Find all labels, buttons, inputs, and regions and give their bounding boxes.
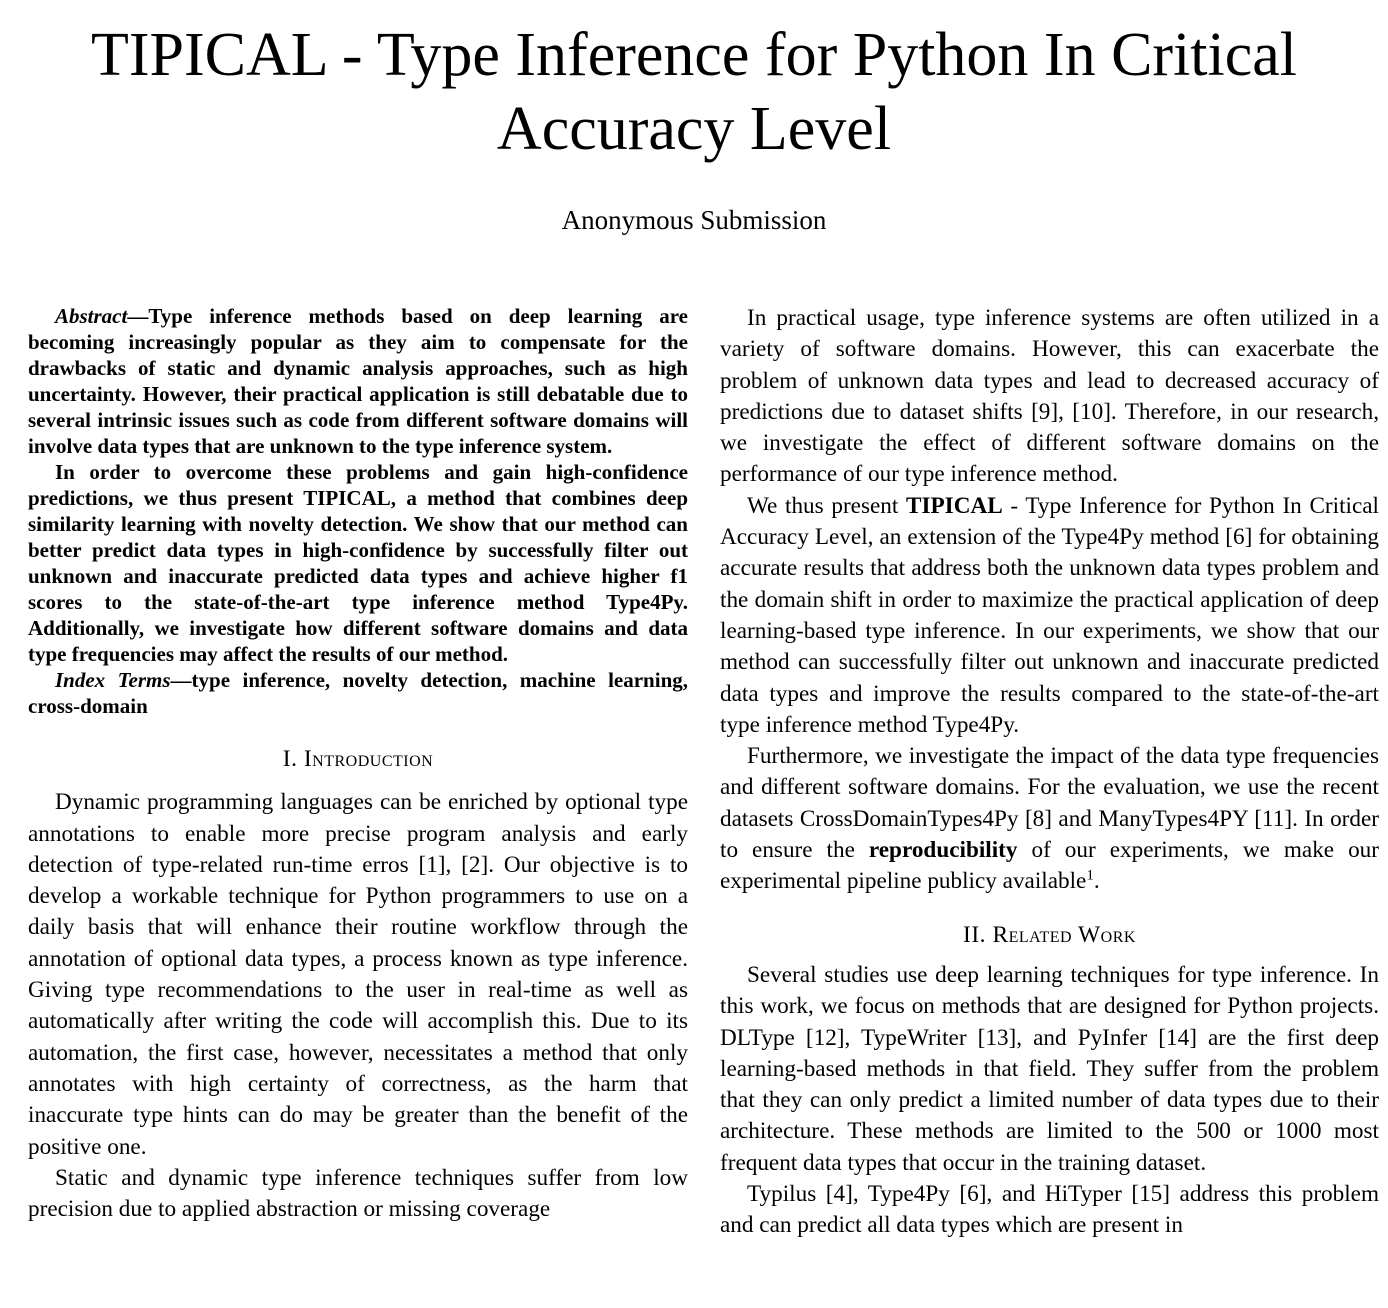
left-column: [28, 303, 688, 1225]
section-number: I.: [282, 746, 298, 772]
author-line: Anonymous Submission: [561, 205, 827, 235]
method-name: TIPICAL: [906, 492, 1003, 519]
intro-paragraph-5: [720, 741, 1379, 897]
related-paragraph-2: Typilus [4], Type4Py [6], and HiTyper [15] address this problem and can predict all data types which are present in: [720, 1181, 1379, 1239]
section-number: II.: [963, 921, 987, 948]
emphasis-reproducibility: reproducibility: [868, 837, 1018, 864]
footnote-marker[interactable]: 1: [1086, 867, 1094, 884]
abstract-label: Abstract: [55, 304, 128, 328]
text-run: We thus present: [747, 492, 907, 519]
intro-paragraph-1: Dynamic programming languages can be enriched by optional type annotations to enable more precise program analysis and early detection of type-related run-time erros [1], [2]. Our objective is to develop a workable technique for Python programmers to use on a daily basis that will enhance their routine workflow through the annotation of optional data types, a process known as type inference. Giving type recommendations to the user in real-time as well as automatically after writing the code will accomplish this. Due to its automation, the first case, however, necessitates a method that only annotates with high certainty of correctness, as the harm that inaccurate type hints can do may be greater than the benefit of the positive one.: [28, 789, 688, 1160]
section-heading-related-work: [720, 920, 1379, 951]
text-run: of our experiments, we make our experimental pipeline publicy available: [720, 837, 1379, 895]
intro-paragraph-3: In practical usage, type inference systems are often utilized in a variety of software domains. However, this can exacerbate the problem of unknown data types and lead to decreased accuracy of predictions due to dataset shifts [9], [10]. Therefore, in our research, we investigate the effect of different software domains on the performance of our type inference method.: [720, 305, 1379, 488]
abstract-text-1: Type inference methods based on deep learning are becoming increasingly popular as they aim to compensate for the drawbacks of static and dynamic analysis approaches, such as high uncertainty. However, their practical application is still debatable due to several intrinsic issues such as code from different software domains will involve data types that are unknown to the type inference system.: [28, 304, 688, 458]
intro-paragraph-2: Static and dynamic type inference techniques suffer from low precision due to applied abstraction or missing coverage: [28, 1164, 688, 1223]
text-run: .: [1093, 868, 1100, 895]
index-terms-label: Index Terms: [55, 668, 171, 692]
section-heading-introduction: [28, 744, 688, 775]
section-title: Introduction: [303, 746, 434, 772]
index-terms-text: type inference, novelty detection, machine learning, cross-domain: [28, 668, 688, 718]
text-run: Furthermore, we investigate the impact of the data type frequencies and different software domains. For the evaluation, we use the recent datasets CrossDomainTypes4Py [8] and ManyTypes4PY [11]. In order to ensure the: [720, 743, 1379, 864]
section-title: Related Work: [992, 921, 1136, 948]
text-run: - Type Inference for Python In Critical Accuracy Level, an extension of the Type4Py method [6] for obtaining accurate results that address both the unknown data types problem and the domain shift in order to maximize the practical application of deep learning-based type inference. In our experiments, we show that our method can successfully filter out unknown and inaccurate predicted data types and improve the results compared to the state-of-the-art type inference method Type4Py.: [720, 492, 1380, 738]
abstract: [28, 303, 688, 719]
intro-paragraph-4: [720, 491, 1379, 741]
right-column: [720, 303, 1379, 1242]
index-terms: Index Terms—type inference, novelty detection, machine learning, cross-domain: [28, 668, 688, 718]
paper-title: TIPICAL - Type Inference for Python In Critical Accuracy Level: [90, 21, 1298, 163]
abstract-text-2: In order to overcome these problems and gain high-confidence predictions, we thus present TIPICAL, a method that combines deep similarity learning with novelty detection. We show that our method can better predict data types in high-confidence by successfully filter out unknown and inaccurate predicted data types and achieve higher f1 scores to the state-of-the-art type inference method Type4Py. Additionally, we investigate how different software domains and data type frequencies may affect the results of our method.: [28, 460, 688, 666]
related-paragraph-1: Several studies use deep learning techniques for type inference. In this work, we focus on methods that are designed for Python projects. DLType [12], TypeWriter [13], and PyInfer [14] are the first deep learning-based methods in that field. They suffer from the problem that they can only predict a limited number of data types due to their architecture. These methods are limited to the 500 or 1000 most frequent data types that occur in the training dataset.: [720, 961, 1379, 1176]
abstract-paragraph-1: Abstract—Type inference methods based on deep learning are becoming increasingly popular as they aim to compensate for the drawbacks of static and dynamic analysis approaches, such as high uncertainty. However, their practical application is still debatable due to several intrinsic issues such as code from different software domains will involve data types that are unknown to the type inference system.: [28, 304, 688, 458]
